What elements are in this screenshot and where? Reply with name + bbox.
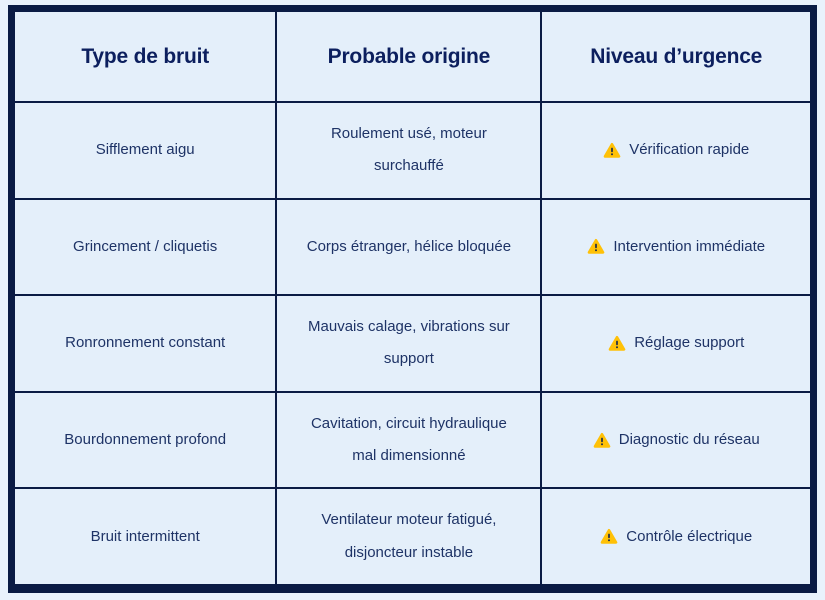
header-cell-probable-origine: Probable origine <box>277 12 542 101</box>
warning-triangle-icon <box>600 528 618 545</box>
urgency-label: Diagnostic du réseau <box>618 430 760 448</box>
table-row <box>15 489 810 584</box>
table-header-row <box>15 12 810 103</box>
header-cell-type-de-bruit: Type de bruit <box>15 12 277 101</box>
urgency-label: Réglage support <box>634 334 745 352</box>
header-cell-niveau-urgence: Niveau d’urgence <box>542 12 810 101</box>
table-row <box>15 296 810 393</box>
warning-triangle-icon <box>587 238 605 255</box>
cell-noise-type: Ronronnement constant <box>15 296 277 391</box>
table-row <box>15 393 810 490</box>
cell-noise-type: Sifflement aigu <box>15 103 277 198</box>
warning-triangle-icon <box>603 142 621 159</box>
cell-probable-origin: Ventilateur moteur fatigué, disjoncteur instable <box>277 489 542 584</box>
table-row <box>15 200 810 297</box>
cell-urgency-level <box>542 103 810 198</box>
urgency-label: Intervention immédiate <box>613 237 766 255</box>
cell-probable-origin: Cavitation, circuit hydraulique mal dimensionné <box>277 393 542 488</box>
warning-triangle-icon <box>608 335 626 352</box>
cell-noise-type: Grincement / cliquetis <box>15 200 277 295</box>
cell-probable-origin: Mauvais calage, vibrations sur support <box>277 296 542 391</box>
cell-urgency-level <box>542 393 810 488</box>
noise-diagnostic-table <box>8 5 817 593</box>
cell-urgency-level <box>542 296 810 391</box>
cell-urgency-level <box>542 489 810 584</box>
cell-urgency-level <box>542 200 810 295</box>
cell-noise-type: Bruit intermittent <box>15 489 277 584</box>
cell-probable-origin: Roulement usé, moteur surchauffé <box>277 103 542 198</box>
urgency-label: Contrôle électrique <box>626 527 753 545</box>
cell-noise-type: Bourdonnement profond <box>15 393 277 488</box>
warning-triangle-icon <box>593 432 611 449</box>
urgency-label: Vérification rapide <box>629 141 750 159</box>
cell-probable-origin: Corps étranger, hélice bloquée <box>277 200 542 295</box>
table-row <box>15 103 810 200</box>
